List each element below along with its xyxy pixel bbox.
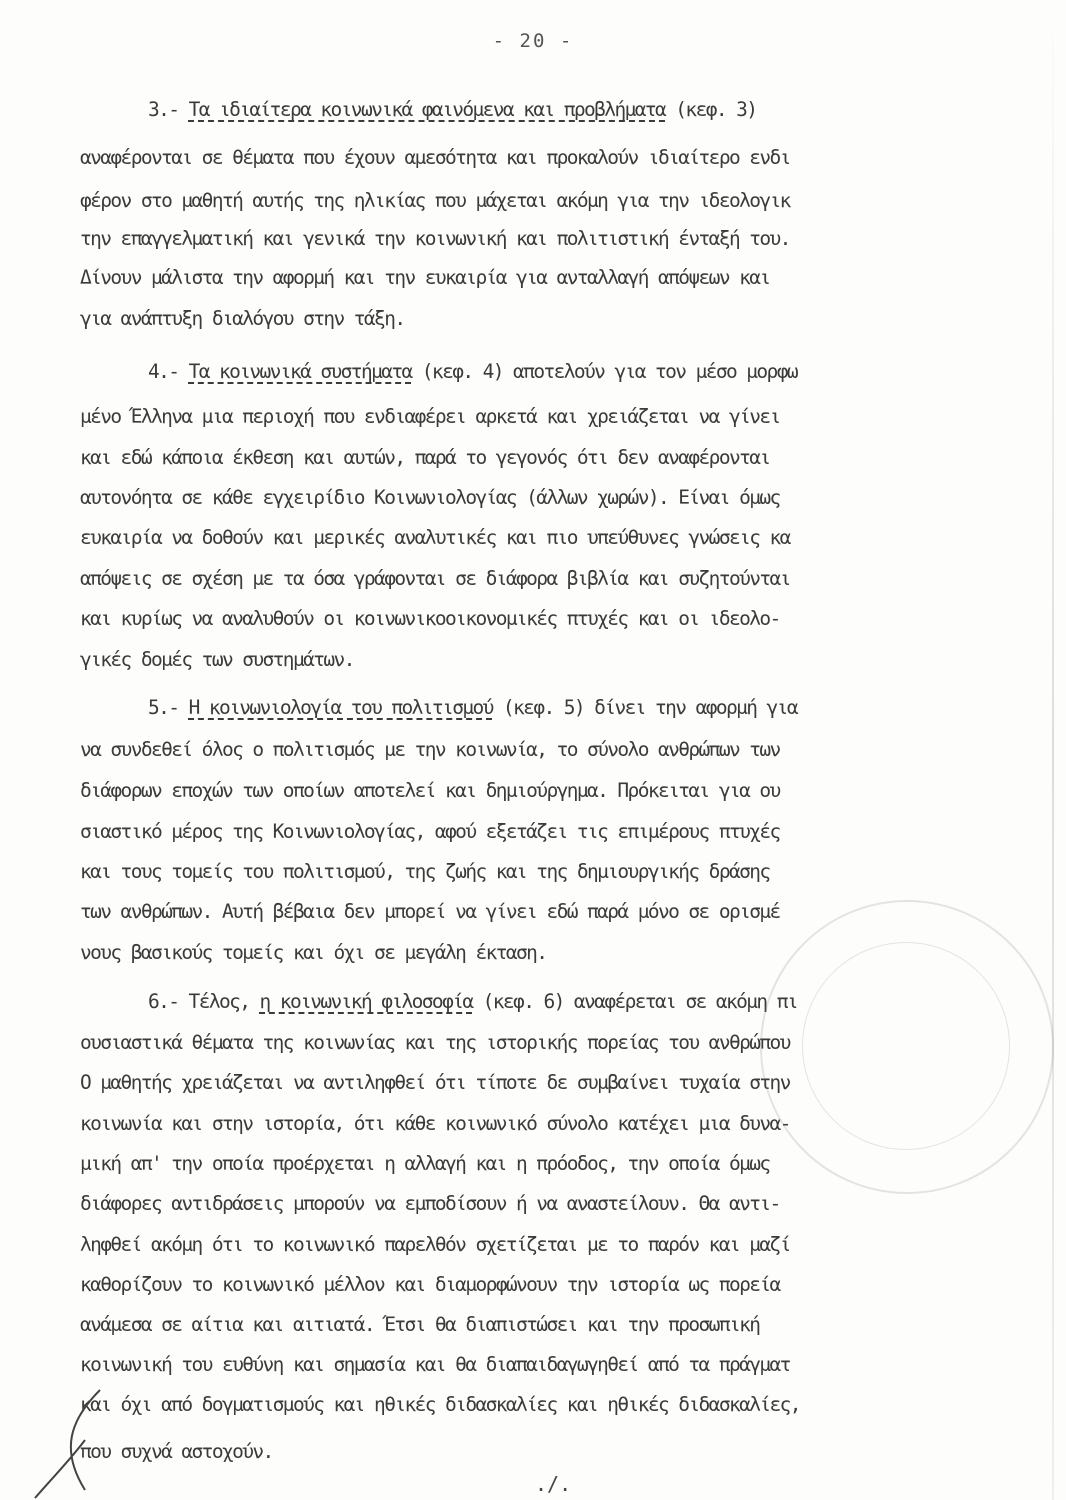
text-line [80, 820, 1066, 843]
text-line [80, 1440, 1066, 1463]
text-line [80, 779, 1066, 802]
line-text: νους βασικούς τομείς και όχι σε μεγάλη έκταση. [80, 941, 547, 964]
text-line [80, 266, 1066, 289]
line-text: Ο μαθητής χρειάζεται να αντιληφθεί ότι τίποτε δε συμβαίνει τυχαία στην [80, 1071, 790, 1094]
text-line [80, 227, 1066, 250]
line-text: να συνδεθεί όλος ο πολιτισμός με την κοινωνία, το σύνολο ανθρώπων των [80, 738, 780, 761]
line-text: ευκαιρία να δοθούν και μερικές αναλυτικές και πιο υπεύθυνες γνώσεις κα [80, 526, 790, 549]
line-text: διάφορες αντιδράσεις μπορούν να εμποδίσουν ή να αναστείλουν. Θα αντι- [80, 1192, 780, 1215]
line-text-continued: (κεφ. 6) αναφέρεται σε ακόμη πι [472, 990, 797, 1013]
text-line [80, 1233, 1066, 1256]
line-text: απόψεις σε σχέση με τα όσα γράφονται σε διάφορα βιβλία και συζητούνται [80, 567, 790, 590]
text-line [80, 1313, 1066, 1336]
line-text: ουσιαστικά θέματα της κοινωνίας και της ιστορικής πορείας του ανθρώπου [80, 1031, 790, 1054]
library-stamp [760, 900, 1054, 1194]
text-line [80, 567, 1066, 590]
handwritten-mark [30, 1380, 140, 1500]
line-text: 3.- [148, 98, 189, 121]
text-line [80, 307, 1066, 330]
section-heading: Τα ιδιαίτερα κοινωνικά φαινόμενα και προβλήματα [188, 98, 666, 121]
line-text-continued: (κεφ. 3) [665, 98, 757, 121]
line-text: μική απ' την οποία προέρχεται η αλλαγή και η πρόοδος, την οποία όμως [80, 1152, 770, 1175]
text-line [80, 1393, 1066, 1416]
line-text: των ανθρώπων. Αυτή βέβαια δεν μπορεί να γίνει εδώ παρά μόνο σε ορισμέ [80, 900, 780, 923]
line-text: και εδώ κάποια έκθεση και αυτών, παρά το γεγονός ότι δεν αναφέρονται [80, 446, 770, 469]
line-text: φέρον στο μαθητή αυτής της ηλικίας που μάχεται ακόμη για την ιδεολογικ [80, 189, 790, 212]
text-line [80, 189, 1066, 212]
line-text: 4.- [148, 360, 189, 383]
text-line [80, 405, 1066, 428]
text-line [148, 696, 1066, 719]
line-text: καθορίζουν το κοινωνικό μέλλον και διαμορφώνουν την ιστορία ως πορεία [80, 1273, 780, 1296]
line-text: και κυρίως να αναλυθούν οι κοινωνικοοικονομικές πτυχές και οι ιδεολο- [80, 607, 780, 630]
line-text: Δίνουν μάλιστα την αφορμή και την ευκαιρία για ανταλλαγή απόψεων και [80, 266, 770, 289]
line-text: ληφθεί ακόμη ότι το κοινωνικό παρελθόν σχετίζεται με το παρόν και μαζί [80, 1233, 790, 1256]
section-heading: Τα κοινωνικά συστήματα [188, 360, 412, 383]
text-line [80, 860, 1066, 883]
line-text: κοινωνική του ευθύνη και σημασία και θα διαπαιδαγωγηθεί από τα πράγματ [80, 1353, 790, 1376]
line-text: αυτονόητα σε κάθε εγχειρίδιο Κοινωνιολογίας (άλλων χωρών). Είναι όμως [80, 486, 780, 509]
line-text-continued: (κεφ. 4) αποτελούν για τον μέσο μορφω [411, 360, 797, 383]
text-line [80, 607, 1066, 630]
text-line [80, 648, 1066, 671]
text-line [80, 1273, 1066, 1296]
line-text: 5.- [148, 696, 189, 719]
line-text: και τους τομείς του πολιτισμού, της ζωής και της δημιουργικής δράσης [80, 860, 770, 883]
line-text: διάφορων εποχών των οποίων αποτελεί και δημιούργημα. Πρόκειται για ου [80, 779, 780, 802]
line-text: την επαγγελματική και γενικά την κοινωνική και πολιτιστική ένταξή του. [80, 227, 790, 250]
text-line [80, 146, 1066, 169]
text-line [148, 98, 1066, 121]
line-text: 6.- Τέλος, [148, 990, 260, 1013]
line-text-continued: (κεφ. 5) δίνει την αφορμή για [492, 696, 797, 719]
line-text: μένο Έλληνα μια περιοχή που ενδιαφέρει αρκετά και χρειάζεται να γίνει [80, 405, 780, 428]
line-text: και όχι από δογματισμούς και ηθικές διδασκαλίες και ηθικές διδασκαλίες, [80, 1393, 800, 1416]
line-text: αναφέρονται σε θέματα που έχουν αμεσότητα και προκαλούν ιδιαίτερο ενδι [80, 146, 790, 169]
page-number: - 20 - [492, 30, 574, 52]
line-text: ανάμεσα σε αίτια και αιτιατά. Έτσι θα διαπιστώσει και την προσωπική [80, 1313, 760, 1336]
line-text: σιαστικό μέρος της Κοινωνιολογίας, αφού εξετάζει τις επιμέρους πτυχές [80, 820, 780, 843]
section-heading: η κοινωνική φιλοσοφία [259, 990, 473, 1013]
text-line [148, 360, 1066, 383]
line-text: κοινωνία και στην ιστορία, ότι κάθε κοινωνικό σύνολο κατέχει μια δυνα- [80, 1112, 790, 1135]
line-text: που συχνά αστοχούν. [80, 1440, 273, 1463]
text-line [80, 446, 1066, 469]
text-line [80, 738, 1066, 761]
text-line [80, 486, 1066, 509]
line-text: γικές δομές των συστημάτων. [80, 648, 354, 671]
line-text: για ανάπτυξη διαλόγου στην τάξη. [80, 307, 405, 330]
text-line [80, 1192, 1066, 1215]
text-line [80, 1353, 1066, 1376]
text-line [80, 526, 1066, 549]
section-heading: Η κοινωνιολογία του πολιτισμού [188, 696, 493, 719]
end-mark: ./. [535, 1472, 572, 1496]
